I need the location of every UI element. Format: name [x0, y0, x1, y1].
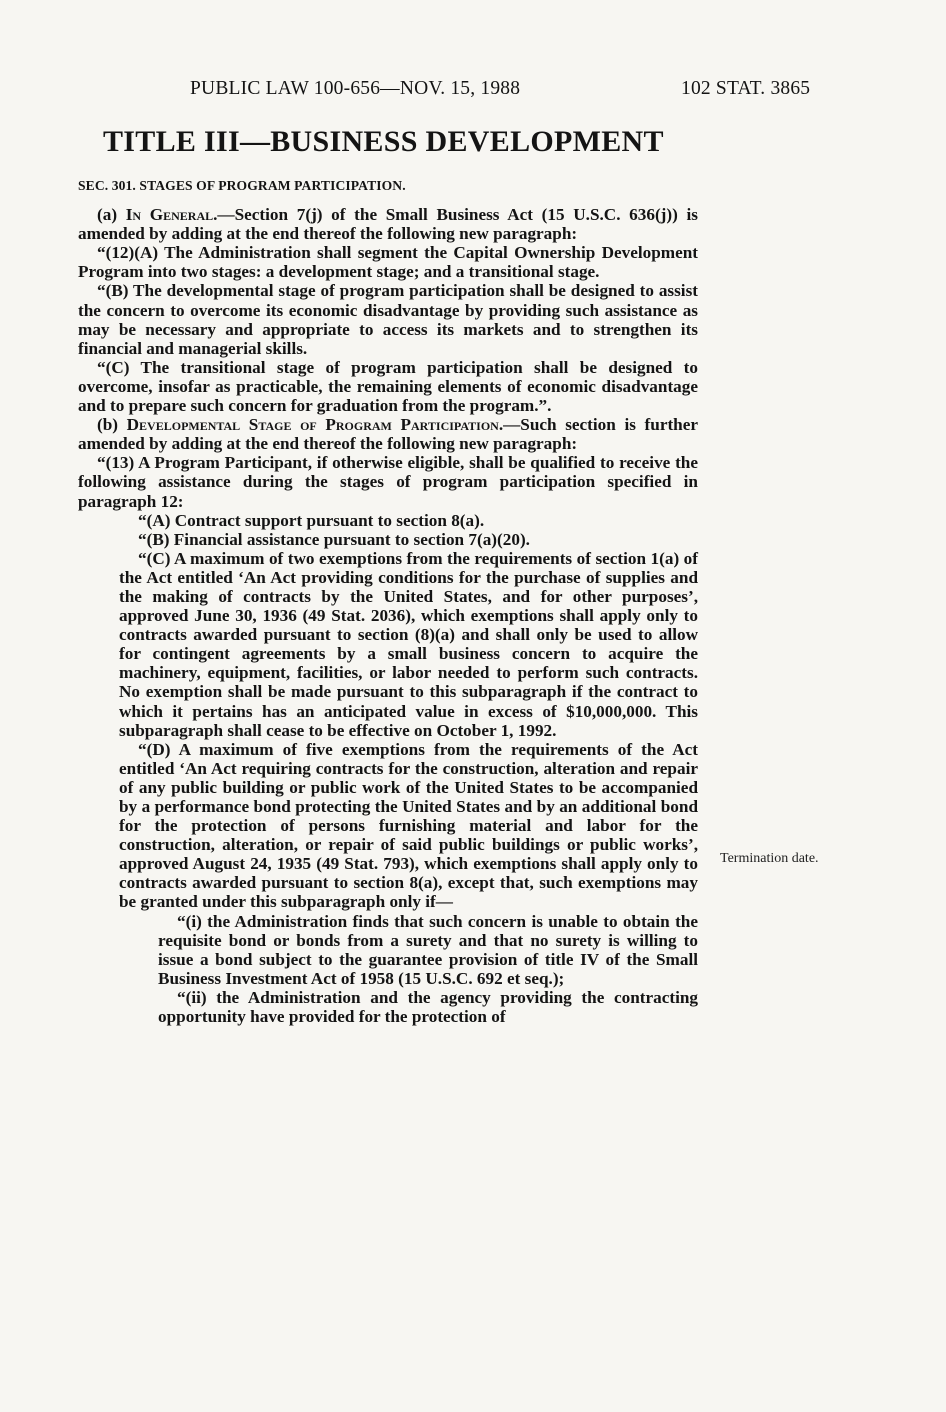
- paragraph-13d: “(D) A maximum of five exemptions from the requirements of the Act entitled ‘An Act requiring contracts for the construction, alteration and repair of any public building or public work of the United States to be accompanied by a performance bond protecting the United States and by an additional bond for the protection of persons furnishing material and labor for the construction, alteration, or repair of said public buildings or public works’, approved August 24, 1935 (49 Stat. 793), which exemptions shall apply only to contracts awarded pursuant to section 8(a), except that, such exemptions may be granted under this subparagraph only if—: [119, 739, 698, 912]
- subsection-a: [78, 205, 698, 243]
- paragraph-12a: “(12)(A) The Administration shall segment the Capital Ownership Development Program into two stages: a development stage; and a transitional stage.: [78, 243, 698, 282]
- running-head: PUBLIC LAW 100-656—NOV. 15, 1988: [190, 78, 521, 99]
- paragraph-12b: “(B) The developmental stage of program participation shall be designed to assist the concern to overcome its economic disadvantage by providing such assistance as may be necessary and appropriate to access its markets and to strengthen its financial and managerial skills.: [78, 281, 698, 358]
- title-heading: TITLE III—BUSINESS DEVELOPMENT: [103, 125, 664, 158]
- subsection-a-caption: In General: [125, 205, 214, 225]
- clause-i: “(i) the Administration finds that such concern is unable to obtain the requisite bond or bonds from a surety and that no surety is willing to issue a bond subject to the guarantee provision of title IV of the Small Business Investment Act of 1958 (15 U.S.C. 692 et seq.);: [158, 911, 698, 988]
- paragraph-13a: “(A) Contract support pursuant to section 8(a).: [138, 510, 485, 530]
- paragraph-13c: “(C) A maximum of two exemptions from the requirements of section 1(a) of the Act entitled ‘An Act providing conditions for the purchase of supplies and the making of contracts by the United States, and for other purposes’, approved June 30, 1936 (49 Stat. 2036), which exemptions shall apply only to contracts awarded pursuant to section (8)(a) and shall only be used to allow for contingent agreements by a small business concern to acquire the machinery, equipment, facilities, or labor needed to perform such contracts. No exemption shall be made pursuant to this subparagraph if the contract to which it pertains has an anticipated value in excess of $10,000,000. This subparagraph shall cease to be effective on October 1, 1992.: [119, 548, 698, 740]
- paragraph-12c: “(C) The transitional stage of program participation shall be designed to overcome, insofar as practicable, the remaining elements of economic disadvantage and to prepare such concern for graduation from the program.”.: [78, 357, 698, 416]
- clause-ii: “(ii) the Administration and the agency providing the contracting opportunity have provided for the protection of: [158, 987, 698, 1027]
- body-text: [78, 176, 698, 1026]
- margin-note-termination-date: Termination date.: [720, 851, 819, 866]
- section-heading: SEC. 301. STAGES OF PROGRAM PARTICIPATION.: [78, 178, 406, 193]
- subsection-b: [78, 415, 698, 453]
- subsection-a-label: (a): [97, 205, 126, 225]
- statute-reference: 102 STAT. 3865: [681, 78, 811, 99]
- subsection-b-label: (b): [97, 415, 127, 435]
- subsection-a-text: .—Section 7(j) of the Small Business Act (15 U.S.C. 636(j)) is amended by adding at the end thereof the following new paragraph:: [78, 205, 698, 244]
- paragraph-13b: “(B) Financial assistance pursuant to section 7(a)(20).: [138, 529, 530, 549]
- subsection-b-text: .—Such section is further amended by adding at the end thereof the following new paragraph:: [78, 415, 698, 454]
- paragraph-13: “(13) A Program Participant, if otherwise eligible, shall be qualified to receive the following assistance during the stages of program participation specified in paragraph 12:: [78, 453, 698, 511]
- subsection-b-caption: Developmental Stage of Program Participation: [126, 415, 499, 435]
